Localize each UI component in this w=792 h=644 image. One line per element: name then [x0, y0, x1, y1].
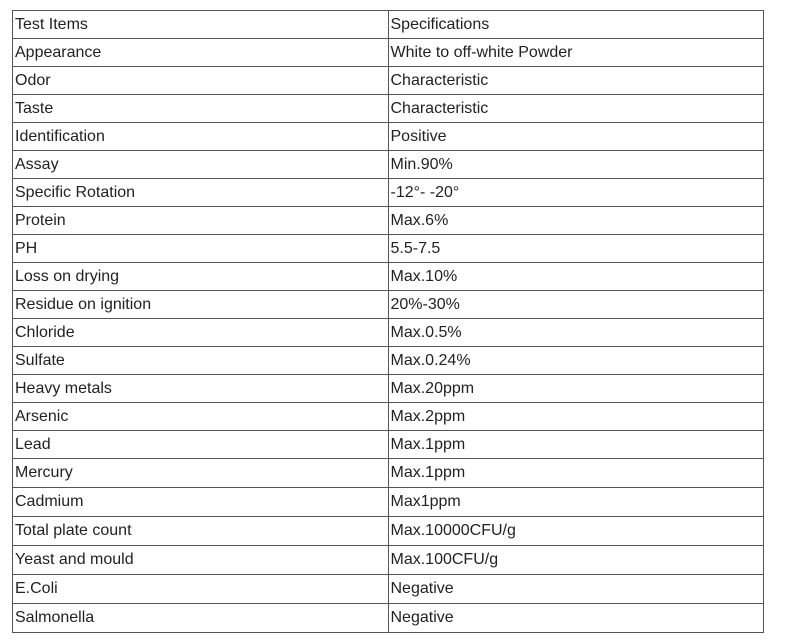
specification-cell: Max.2ppm: [388, 403, 764, 431]
specification-cell: 20%-30%: [388, 291, 764, 319]
table-row: [13, 546, 764, 575]
table-row: [13, 488, 764, 517]
table-row: [13, 319, 764, 347]
test-item-cell: Odor: [13, 67, 389, 95]
specification-cell: Max.0.24%: [388, 347, 764, 375]
specification-cell: Max.1ppm: [388, 431, 764, 459]
test-item-cell: E.Coli: [13, 575, 389, 604]
table-row: [13, 207, 764, 235]
specification-table-body: [13, 11, 764, 633]
table-row: [13, 263, 764, 291]
table-row: [13, 39, 764, 67]
test-item-cell: Specific Rotation: [13, 179, 389, 207]
test-item-cell: Sulfate: [13, 347, 389, 375]
table-row: [13, 403, 764, 431]
specification-cell: Positive: [388, 123, 764, 151]
test-item-cell: Mercury: [13, 459, 389, 488]
specification-cell: Max.100CFU/g: [388, 546, 764, 575]
test-item-cell: Assay: [13, 151, 389, 179]
specification-cell: Max.10%: [388, 263, 764, 291]
test-item-cell: Heavy metals: [13, 375, 389, 403]
test-item-cell: Total plate count: [13, 517, 389, 546]
header-specifications: Specifications: [388, 11, 764, 39]
table-header-row: [13, 11, 764, 39]
specification-cell: Max.6%: [388, 207, 764, 235]
test-item-cell: Chloride: [13, 319, 389, 347]
test-item-cell: Lead: [13, 431, 389, 459]
test-item-cell: Loss on drying: [13, 263, 389, 291]
specification-cell: White to off-white Powder: [388, 39, 764, 67]
specification-cell: Negative: [388, 604, 764, 633]
specification-cell: Max.0.5%: [388, 319, 764, 347]
test-item-cell: Yeast and mould: [13, 546, 389, 575]
table-row: [13, 347, 764, 375]
table-row: [13, 517, 764, 546]
specification-cell: Max.20ppm: [388, 375, 764, 403]
table-row: [13, 375, 764, 403]
specification-cell: Characteristic: [388, 95, 764, 123]
specification-cell: Min.90%: [388, 151, 764, 179]
test-item-cell: Appearance: [13, 39, 389, 67]
test-item-cell: Arsenic: [13, 403, 389, 431]
table-row: [13, 575, 764, 604]
specification-table: [12, 10, 764, 633]
table-row: [13, 431, 764, 459]
specification-cell: 5.5-7.5: [388, 235, 764, 263]
table-row: [13, 179, 764, 207]
table-row: [13, 95, 764, 123]
specification-cell: Max.1ppm: [388, 459, 764, 488]
table-row: [13, 151, 764, 179]
test-item-cell: Protein: [13, 207, 389, 235]
table-row: [13, 459, 764, 488]
table-row: [13, 291, 764, 319]
specification-cell: Max.10000CFU/g: [388, 517, 764, 546]
test-item-cell: Identification: [13, 123, 389, 151]
test-item-cell: Cadmium: [13, 488, 389, 517]
test-item-cell: Residue on ignition: [13, 291, 389, 319]
test-item-cell: PH: [13, 235, 389, 263]
specification-cell: Characteristic: [388, 67, 764, 95]
table-row: [13, 235, 764, 263]
table-row: [13, 123, 764, 151]
specification-cell: -12°- -20°: [388, 179, 764, 207]
header-test-items: Test Items: [13, 11, 389, 39]
table-row: [13, 604, 764, 633]
test-item-cell: Taste: [13, 95, 389, 123]
table-row: [13, 67, 764, 95]
specification-cell: Negative: [388, 575, 764, 604]
test-item-cell: Salmonella: [13, 604, 389, 633]
specification-cell: Max1ppm: [388, 488, 764, 517]
